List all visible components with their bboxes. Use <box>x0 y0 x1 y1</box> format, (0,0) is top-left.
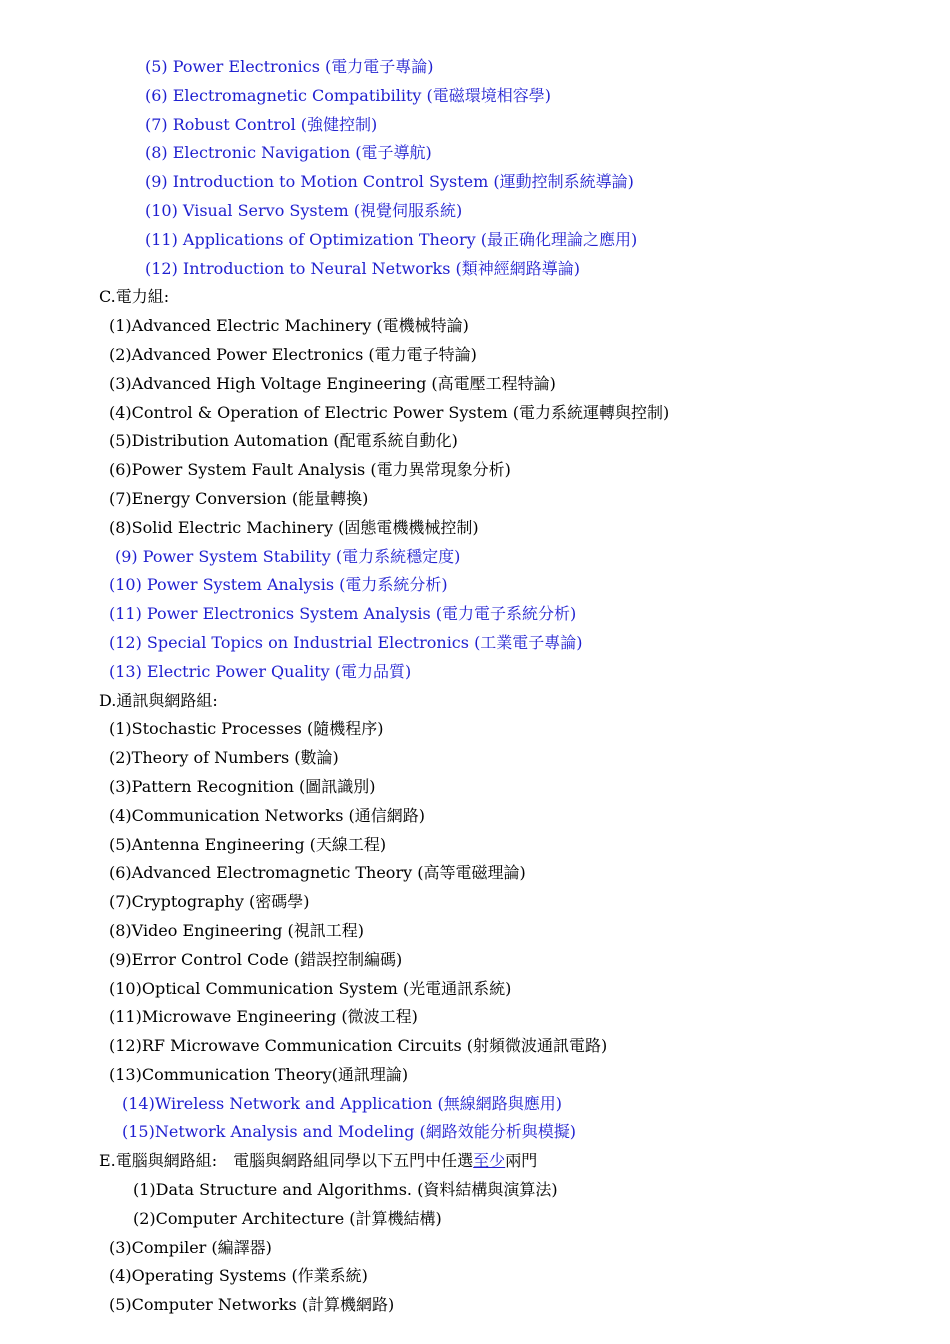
list-item: (2)Advanced Power Electronics (電力電子特論) <box>109 344 477 364</box>
list-item: (9)Error Control Code (錯誤控制編碼) <box>109 949 403 969</box>
section-heading-power: C.電力組: <box>99 287 170 307</box>
at-least-link[interactable]: 至少 <box>473 1151 506 1171</box>
list-item: (7)Cryptography (密碼學) <box>109 892 310 912</box>
list-item: (8) Electronic Navigation (電子導航) <box>145 143 432 163</box>
section-heading-text: E.電腦與網路組: 電腦與網路組同學以下五門中任選 <box>99 1151 474 1171</box>
list-item: (12) Special Topics on Industrial Electronics (工業電子專論) <box>109 632 583 652</box>
list-item: (9) Power System Stability (電力系統穩定度) <box>115 546 461 566</box>
list-item: (10) Visual Servo System (視覺伺服系統) <box>145 200 463 220</box>
list-item: (5)Distribution Automation (配電系統自動化) <box>109 431 458 451</box>
list-item: (2)Computer Architecture (計算機結構) <box>133 1208 442 1228</box>
list-item: (4)Operating Systems (作業系統) <box>109 1266 368 1286</box>
list-item: (1)Advanced Electric Machinery (電機械特論) <box>109 316 469 336</box>
list-item: (3)Advanced High Voltage Engineering (高電壓工程特論) <box>109 373 556 393</box>
list-item: (5)Antenna Engineering (天線工程) <box>109 834 387 854</box>
list-item: (4)Control & Operation of Electric Power System (電力系統運轉與控制) <box>109 402 670 422</box>
list-item: (15)Network Analysis and Modeling (網路效能分析與模擬) <box>122 1122 576 1142</box>
list-item: (13)Communication Theory(通訊理論) <box>109 1064 409 1084</box>
section-heading-communication: D.通訊與網路組: <box>99 690 218 710</box>
section-heading-computer <box>0 1147 950 1176</box>
list-item: (8)Solid Electric Machinery (固態電機機械控制) <box>109 517 479 537</box>
list-item: (9) Introduction to Motion Control System (運動控制系統導論) <box>145 172 634 192</box>
list-item: (6)Advanced Electromagnetic Theory (高等電磁理論) <box>109 863 526 883</box>
list-item: (11) Power Electronics System Analysis (電力電子系統分析) <box>109 604 577 624</box>
list-item: (5)Computer Networks (計算機網路) <box>109 1295 395 1315</box>
list-item: (11)Microwave Engineering (微波工程) <box>109 1007 418 1027</box>
list-item: (14)Wireless Network and Application (無線網路與應用) <box>122 1093 562 1113</box>
list-item: (6)Power System Fault Analysis (電力異常現象分析) <box>109 460 511 480</box>
list-item: (6) Electromagnetic Compatibility (電磁環境相容學) <box>145 85 552 105</box>
list-item: (7) Robust Control (強健控制) <box>145 114 378 134</box>
list-item: (4)Communication Networks (通信網路) <box>109 805 426 825</box>
list-item: (11) Applications of Optimization Theory (最正确化理論之應用) <box>145 229 638 249</box>
list-item: (7)Energy Conversion (能量轉換) <box>109 488 369 508</box>
list-item: (3)Compiler (編譯器) <box>109 1237 272 1257</box>
list-item: (8)Video Engineering (視訊工程) <box>109 920 364 940</box>
list-item: (12) Introduction to Neural Networks (類神經網路導論) <box>145 258 581 278</box>
list-item: (1)Stochastic Processes (隨機程序) <box>109 719 384 739</box>
list-item: (3)Pattern Recognition (圖訊識別) <box>109 776 376 796</box>
list-item: (10)Optical Communication System (光電通訊系統) <box>109 978 512 998</box>
course-list-document <box>0 53 950 1320</box>
section-heading-suffix: 兩門 <box>505 1151 538 1171</box>
list-item: (12)RF Microwave Communication Circuits (射頻微波通訊電路) <box>109 1036 608 1056</box>
list-item: (2)Theory of Numbers (數論) <box>109 748 339 768</box>
list-item: (5) Power Electronics (電力電子專論) <box>145 57 434 76</box>
list-item: (1)Data Structure and Algorithms. (資料結構與演算法) <box>133 1180 558 1200</box>
list-item: (10) Power System Analysis (電力系統分析) <box>109 575 448 595</box>
list-item: (13) Electric Power Quality (電力品質) <box>109 661 412 681</box>
